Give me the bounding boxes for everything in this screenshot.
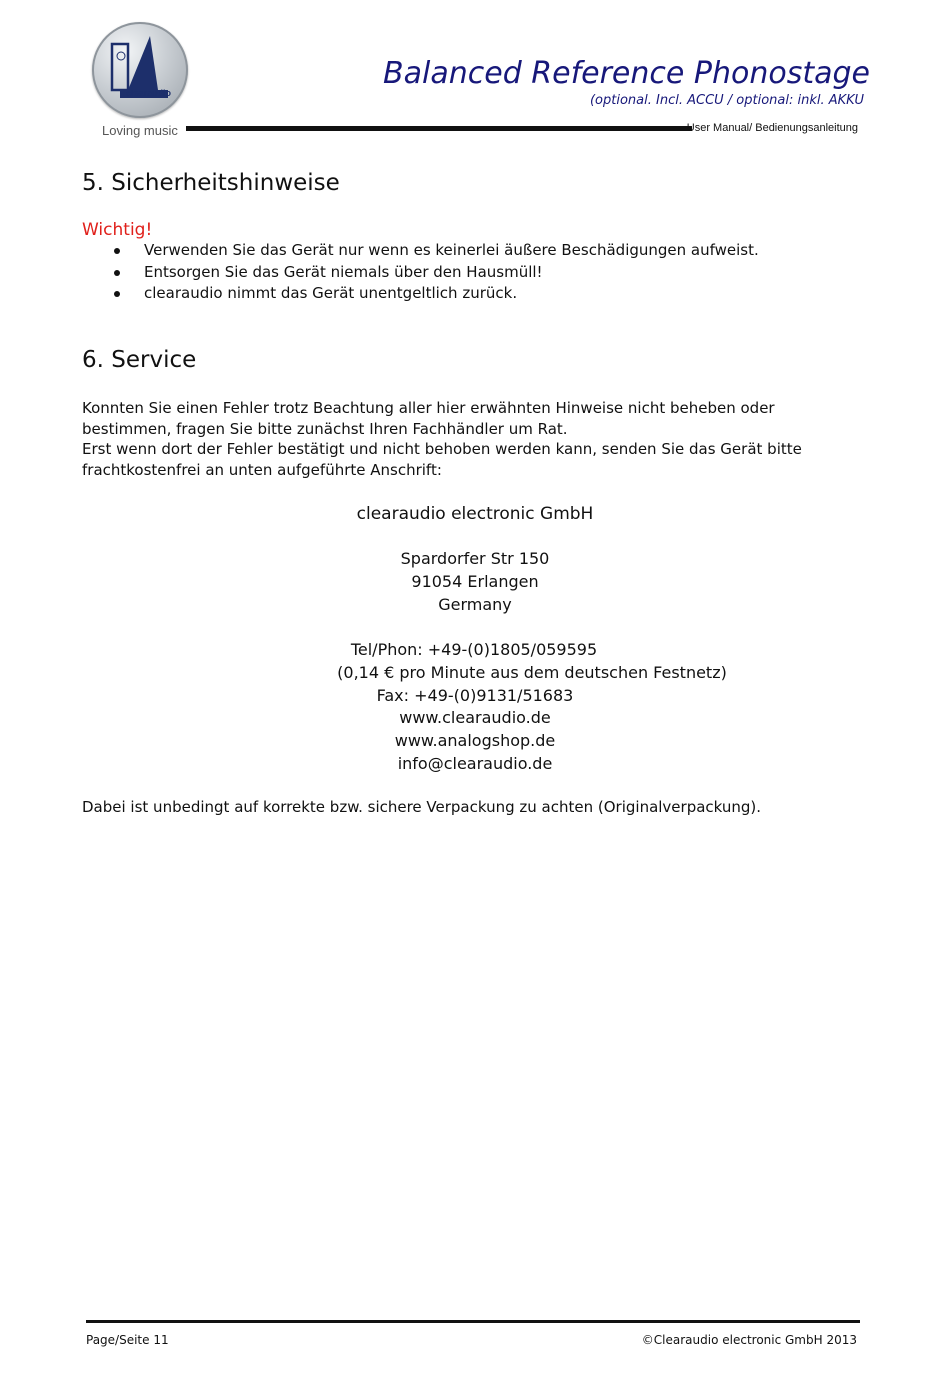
header-divider — [186, 126, 692, 131]
shop-link[interactable]: www.analogshop.de — [394, 731, 556, 750]
clearaudio-logo — [88, 22, 198, 142]
manual-label: User Manual/ Bedienungsanleitung — [686, 122, 858, 134]
document-subtitle: (optional. Incl. ACCU / optional: inkl. AKKU — [589, 93, 864, 108]
list-item: Verwenden Sie das Gerät nur wenn es keinerlei äußere Beschädigungen aufweist. — [112, 240, 759, 262]
list-item: Entsorgen Sie das Gerät niemals über den Hausmüll! — [112, 262, 759, 284]
website-link[interactable]: www.clearaudio.de — [399, 708, 551, 727]
warning-label: Wichtig! — [82, 220, 153, 240]
address-street: Spardorfer Str 150 — [400, 549, 550, 568]
sail-icon — [92, 22, 188, 118]
address-phone: Tel/Phon: +49-(0)1805/059595 — [350, 640, 598, 659]
footer-divider — [86, 1320, 860, 1323]
email-link[interactable]: info@clearaudio.de — [397, 754, 553, 773]
logo-tagline: Loving music — [102, 123, 178, 138]
address-company: clearaudio electronic GmbH — [356, 504, 594, 524]
list-item: clearaudio nimmt das Gerät unentgeltlich zurück. — [112, 283, 759, 305]
service-paragraph-1: Konnten Sie einen Fehler trotz Beachtung aller hier erwähnten Hinweise nicht beheben oder bestimmen, fragen Sie bitte zunächst Ihren Fachhändler um Rat. — [82, 399, 775, 438]
logo-disc — [92, 22, 188, 118]
section-6-heading: 6. Service — [82, 347, 197, 373]
page-number: Page/Seite 11 — [86, 1333, 169, 1347]
logo-brand-text: clearaudio — [126, 88, 172, 98]
address-city: 91054 Erlangen — [411, 572, 539, 591]
address-country: Germany — [438, 595, 512, 614]
section-5-heading: 5. Sicherheitshinweise — [82, 170, 340, 196]
service-paragraph-2: Erst wenn dort der Fehler bestätigt und nicht behoben werden kann, senden Sie das Gerät bitte frachtkostenfrei an unten aufgeführte Anschrift: — [82, 440, 802, 479]
copyright: ©Clearaudio electronic GmbH 2013 — [641, 1333, 857, 1347]
address-phone-note: (0,14 € pro Minute aus dem deutschen Festnetz) — [337, 663, 727, 682]
address-fax: Fax: +49-(0)9131/51683 — [376, 686, 574, 705]
safety-list — [112, 240, 759, 305]
document-title: Balanced Reference Phonostage — [383, 56, 870, 91]
packaging-note: Dabei ist unbedingt auf korrekte bzw. sichere Verpackung zu achten (Originalverpackung). — [82, 798, 762, 816]
